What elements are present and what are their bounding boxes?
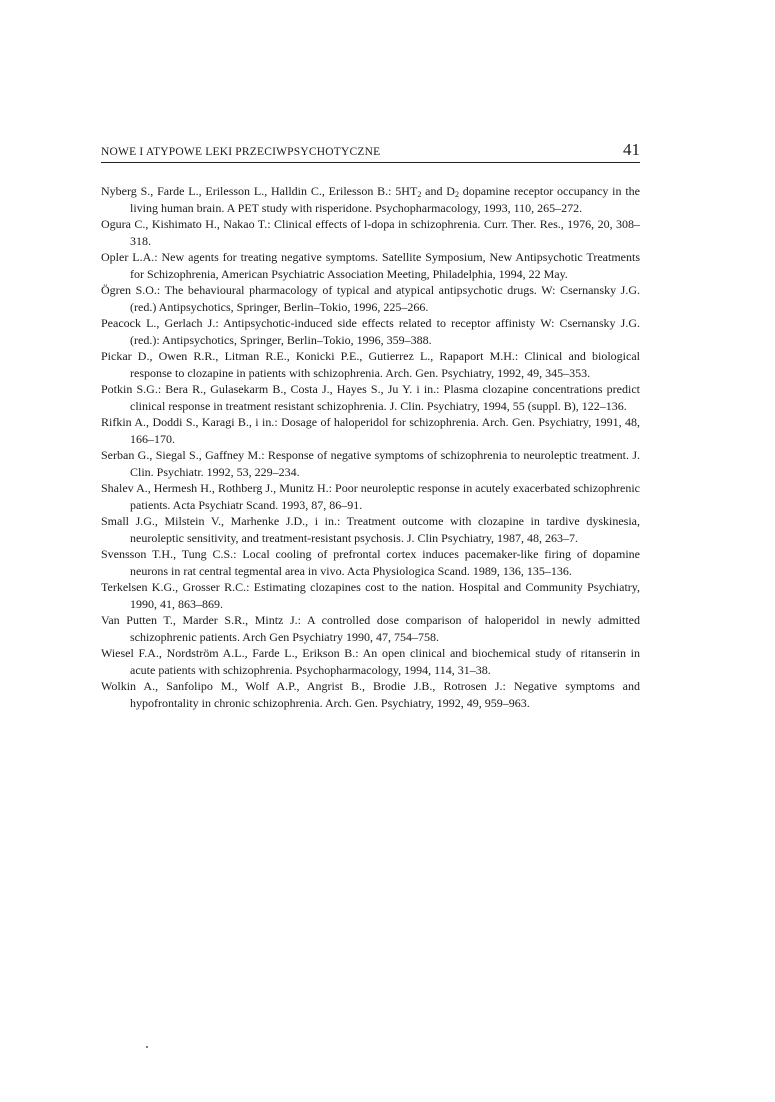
subscript: 2 <box>454 190 459 199</box>
scan-speck <box>146 1046 148 1048</box>
reference-item: Rifkin A., Doddi S., Karagi B., i in.: Dosage of haloperidol for schizophrenia. Arch. Gen. Psychiatry, 1991, 48, 166–170. <box>101 415 640 446</box>
reference-list <box>101 183 640 711</box>
reference-item: Shalev A., Hermesh H., Rothberg J., Munitz H.: Poor neuroleptic response in acutely exacerbated schizophrenic patients. Acta Psychiatr Scand. 1993, 87, 86–91. <box>101 481 640 512</box>
reference-item: Potkin S.G.: Bera R., Gulasekarm B., Costa J., Hayes S., Ju Y. i in.: Plasma clozapine concentrations predict clinical response in treatment resistant schizophrenia. J. Clin. Psychiatry, 1994, 55 (suppl. B), 122–136. <box>101 382 640 413</box>
reference-item <box>101 183 640 216</box>
page-number: 41 <box>623 140 640 159</box>
reference-item: Van Putten T., Marder S.R., Mintz J.: A controlled dose comparison of haloperidol in newly admitted schizophrenic patients. Arch Gen Psychiatry 1990, 47, 754–758. <box>101 613 640 644</box>
reference-item: Ögren S.O.: The behavioural pharmacology of typical and atypical antipsychotic drugs. W: Csernansky J.G. (red.) Antipsychotics, Springer, Berlin–Tokio, 1996, 225–266. <box>101 283 640 314</box>
subscript: 2 <box>417 190 422 199</box>
running-title: NOWE I ATYPOWE LEKI PRZECIWPSYCHOTYCZNE <box>101 146 381 158</box>
reference-item: Wolkin A., Sanfolipo M., Wolf A.P., Angrist B., Brodie J.B., Rotrosen J.: Negative symptoms and hypofrontality in chronic schizophrenia. Arch. Gen. Psychiatry, 1992, 49, 959–963. <box>101 679 640 710</box>
reference-item: Serban G., Siegal S., Gaffney M.: Response of negative symptoms of schizophrenia to neuroleptic treatment. J. Clin. Psychiatr. 1992, 53, 229–234. <box>101 448 640 479</box>
reference-item: Terkelsen K.G., Grosser R.C.: Estimating clozapines cost to the nation. Hospital and Community Psychiatry, 1990, 41, 863–869. <box>101 580 640 611</box>
reference-text: Nyberg S., Farde L., Erilesson L., Halldin C., Erilesson B.: 5HT <box>101 184 418 198</box>
running-header <box>101 140 640 163</box>
reference-item: Svensson T.H., Tung C.S.: Local cooling of prefrontal cortex induces pacemaker-like firing of dopamine neurons in rat central tegmental area in vivo. Acta Physiologica Scand. 1989, 136, 135–136. <box>101 547 640 578</box>
reference-item: Ogura C., Kishimato H., Nakao T.: Clinical effects of l-dopa in schizophrenia. Curr. Ther. Res., 1976, 20, 308–318. <box>101 217 640 248</box>
reference-item: Opler L.A.: New agents for treating negative symptoms. Satellite Symposium, New Antipsychotic Treatments for Schizophrenia, American Psychiatric Association Meeting, Philadelphia, 1994, 22 May. <box>101 250 640 281</box>
reference-item: Pickar D., Owen R.R., Litman R.E., Konicki P.E., Gutierrez L., Rapaport M.H.: Clinical and biological response to clozapine in patients with schizophrenia. Arch. Gen. Psychiatry, 1992, 49, 345–353. <box>101 349 640 380</box>
reference-text: dopamine receptor occupancy in the living human brain. A PET study with risperidone. Psychopharmacology, 1993, 110, 265–272. <box>130 184 640 215</box>
reference-item: Peacock L., Gerlach J.: Antipsychotic-induced side effects related to receptor affinisty W: Csernansky J.G. (red.): Antipsychotics, Springer, Berlin–Tokio, 1996, 359–388. <box>101 316 640 347</box>
reference-item: Wiesel F.A., Nordström A.L., Farde L., Erikson B.: An open clinical and biochemical study of ritanserin in acute patients with schizophrenia. Psychopharmacology, 1994, 114, 31–38. <box>101 646 640 677</box>
reference-text: and D <box>421 184 455 198</box>
reference-item: Small J.G., Milstein V., Marhenke J.D., i in.: Treatment outcome with clozapine in tardive dyskinesia, neuroleptic sensitivity, and treatment-resistant psychosis. J. Clin Psychiatry, 1987, 48, 263–7. <box>101 514 640 545</box>
